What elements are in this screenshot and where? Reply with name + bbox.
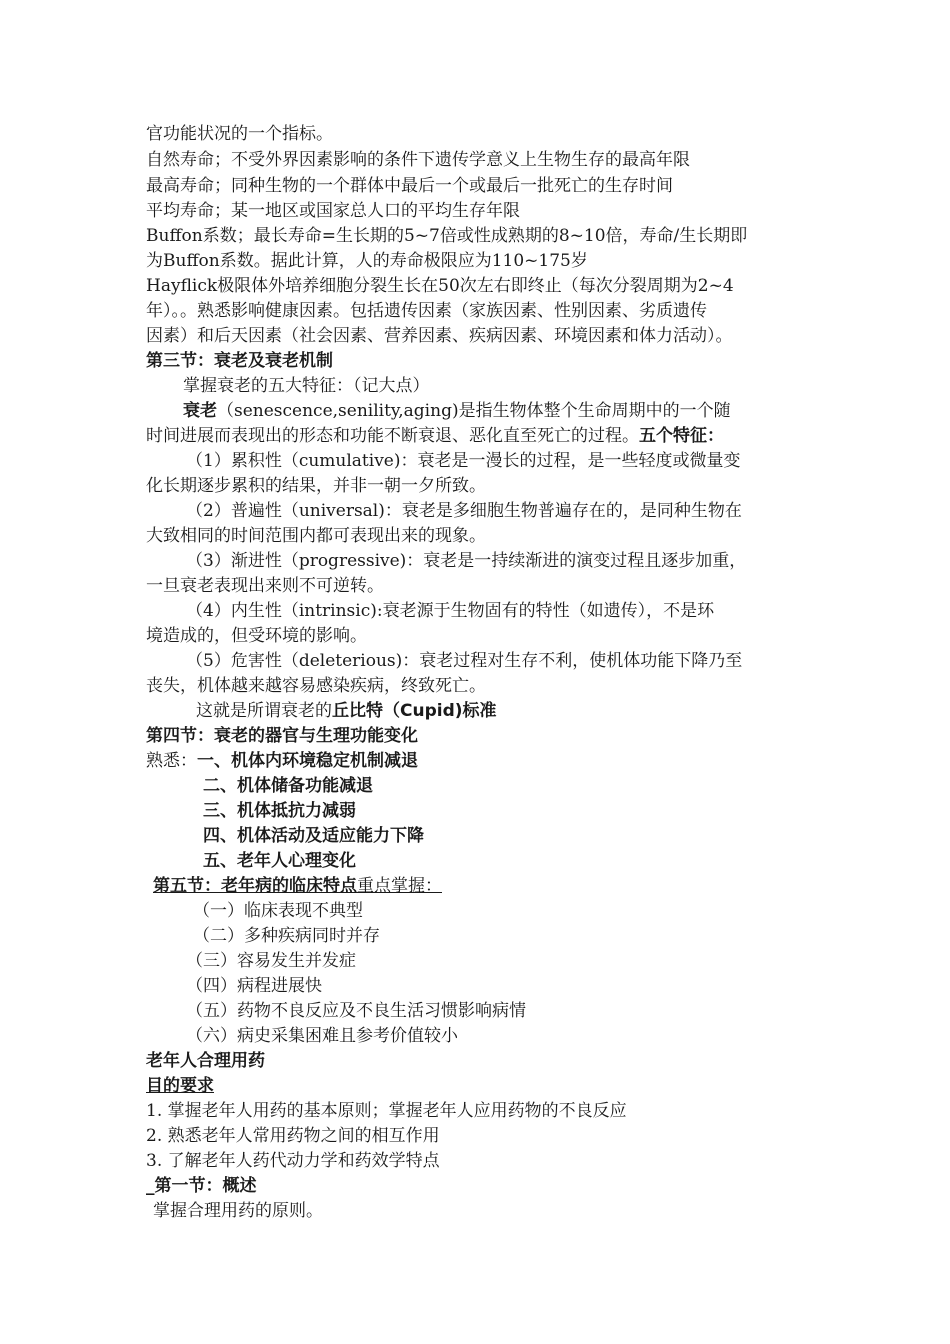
section-5-item: （六）病史采集困难且参考价值较小 [186,1026,458,1046]
cupid-line [196,699,497,724]
section-5-item: （三）容易发生并发症 [186,951,356,971]
section-3-heading: 第三节：衰老及衰老机制 [146,351,333,371]
definition-term: 衰老 [183,401,217,421]
requirement-item: 1. 掌握老年人用药的基本原则；掌握老年人应用药物的不良反应 [146,1101,627,1121]
section-4-item: 一、机体内环境稳定机制减退 [197,751,418,771]
feature-1: （1）累积性（cumulative)：衰老是一漫长的过程，是一些轻度或微量变 [186,451,741,471]
text-line: 为Buffon系数。据此计算，人的寿命极限应为110~175岁 [146,251,588,271]
section-4-heading: 第四节：衰老的器官与生理功能变化 [146,726,418,746]
requirement-item: 2. 熟悉老年人常用药物之间的相互作用 [146,1126,440,1146]
text-line: 最高寿命；同种生物的一个群体中最后一个或最后一批死亡的生存时间 [146,176,673,196]
text-line: Buffon系数；最长寿命=生长期的5~7倍或性成熟期的8~10倍，寿命/生长期即 [146,226,748,246]
feature-3: （3）渐进性（progressive)：衰老是一持续渐进的演变过程且逐步加重， [186,551,747,571]
definition-line-2 [146,424,724,449]
section-5-suffix: 重点掌握： [357,876,442,896]
definition-text: （senescence,senility,aging)是指生物体整个生命周期中的一个随 [217,401,731,421]
section-5-item: （五）药物不良反应及不良生活习惯影响病情 [186,1001,526,1021]
text-line: 官功能状况的一个指标。 [146,124,333,144]
section-4-item: 三、机体抵抗力减弱 [203,801,356,821]
feature-4-cont: 境造成的，但受环境的影响。 [146,626,367,646]
text-line: 自然寿命；不受外界因素影响的条件下遗传学意义上生物生存的最高年限 [146,150,690,170]
cupid-prefix: 这就是所谓衰老的 [196,701,332,721]
goal-heading: 目的要求 [146,1076,214,1096]
section-5-heading: 第五节：老年病的临床特点 [153,876,357,896]
feature-5-cont: 丧失，机体越来越容易感染疾病，终致死亡。 [146,676,486,696]
section-5-heading-line [153,874,442,899]
feature-2: （2）普遍性（universal)：衰老是多细胞生物普遍存在的，是同种生物在 [186,501,742,521]
definition-line [183,399,731,424]
feature-2-cont: 大致相同的时间范围内都可表现出来的现象。 [146,526,486,546]
feature-4: （4）内生性（intrinsic):衰老源于生物固有的特性（如遗传），不是环 [186,601,715,621]
section-4-item: 五、老年人心理变化 [203,851,356,871]
section-5-item: （一）临床表现不典型 [193,901,363,921]
definition-text: 时间进展而表现出的形态和功能不断衰退、恶化直至死亡的过程。 [146,426,639,446]
feature-3-cont: 一旦衰老表现出来则不可逆转。 [146,576,384,596]
text-line: 因素）和后天因素（社会因素、营养因素、疾病因素、环境因素和体力活动）。 [146,326,733,346]
section-4-item: 四、机体活动及适应能力下降 [203,826,424,846]
cupid-standard: 丘比特（Cupid)标准 [332,701,497,721]
drug-section-1-heading: _第一节：概述 [146,1176,257,1196]
feature-5: （5）危害性（deleterious)：衰老过程对生存不利，使机体功能下降乃至 [186,651,743,671]
familiar-label: 熟悉： [146,751,197,771]
section-4-first [146,749,418,774]
section-5-item: （四）病程进展快 [186,976,322,996]
section-5-item: （二）多种疾病同时并存 [193,926,380,946]
drug-section-1-note: 掌握合理用药的原则。 [153,1201,323,1221]
section-4-item: 二、机体储备功能减退 [203,776,373,796]
five-features-label: 五个特征： [639,426,724,446]
drug-chapter-title: 老年人合理用药 [146,1051,265,1071]
text-line: 年）。。熟悉影响健康因素。包括遗传因素（家族因素、性别因素、劣质遗传 [146,301,707,321]
feature-1-cont: 化长期逐步累积的结果，并非一朝一夕所致。 [146,476,486,496]
requirement-item: 3. 了解老年人药代动力学和药效学特点 [146,1151,440,1171]
section-3-note: 掌握衰老的五大特征：（记大点） [183,376,430,396]
text-line: 平均寿命；某一地区或国家总人口的平均生存年限 [146,201,520,221]
text-line: Hayflick极限体外培养细胞分裂生长在50次左右即终止（每次分裂周期为2~4 [146,276,734,296]
